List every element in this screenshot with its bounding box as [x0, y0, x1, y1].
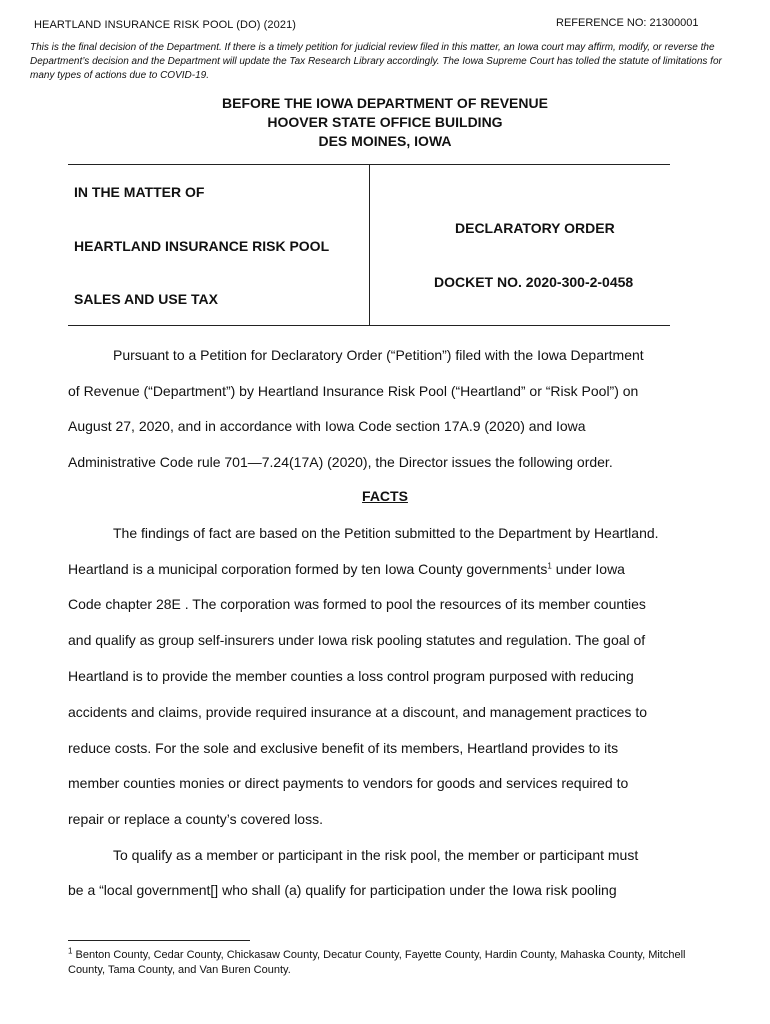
- footnote-text: Benton County, Cedar County, Chickasaw County, Decatur County, Fayette County, Hardin County, Mahaska County, Mitchell County, Tama County, and Van Buren County.: [68, 949, 686, 976]
- facts-line-3: Code chapter 28E . The corporation was formed to pool the resources of its member counties: [68, 596, 646, 612]
- footnote: [68, 948, 708, 978]
- caption-docket: DOCKET NO. 2020-300-2-0458: [434, 274, 634, 290]
- caption-divider: [369, 165, 370, 326]
- agency-line-3: DES MOINES, IOWA: [318, 133, 452, 149]
- agency-line-2: HOOVER STATE OFFICE BUILDING: [267, 114, 503, 130]
- caption-order-type: DECLARATORY ORDER: [455, 220, 615, 236]
- member-line-2: be a “local government[] who shall (a) qualify for participation under the Iowa risk pooling: [68, 882, 617, 898]
- facts-line-8: member counties monies or direct payments to vendors for goods and services required to: [68, 775, 629, 791]
- caption-matter: IN THE MATTER OF: [74, 184, 205, 200]
- facts-line-4: and qualify as group self-insurers under Iowa risk pooling statutes and regulation. The goal of: [68, 632, 646, 648]
- facts-line-2-tail: under Iowa: [551, 561, 625, 577]
- agency-line-1: BEFORE THE IOWA DEPARTMENT OF REVENUE: [222, 95, 548, 111]
- reference-number: REFERENCE NO: 21300001: [556, 17, 699, 29]
- caption-bottom-rule: [68, 325, 670, 326]
- footnote-marker: 1: [68, 946, 73, 956]
- facts-heading: FACTS: [362, 488, 408, 504]
- final-decision-notice: This is the final decision of the Department. If there is a timely petition for judicial review filed in this matter, an Iowa court may affirm, modify, or reverse the Department’s decision and the Department will update the Tax Research Library accordingly. The Iowa Supreme Court has tolled the statute of limitations for many types of actions due to COVID-19.: [30, 42, 722, 81]
- facts-line-2: [68, 560, 625, 578]
- caption-tax: SALES AND USE TAX: [74, 291, 218, 307]
- facts-line-6: accidents and claims, provide required insurance at a discount, and management practices to: [68, 704, 647, 720]
- footnote-rule: [68, 940, 250, 941]
- facts-line-9: repair or replace a county’s covered loss.: [68, 811, 323, 827]
- facts-line-7: reduce costs. For the sole and exclusive benefit of its members, Heartland provides to its: [68, 740, 619, 756]
- intro-line-2: of Revenue (“Department”) by Heartland Insurance Risk Pool (“Heartland” or “Risk Pool”) on: [68, 383, 639, 399]
- facts-line-1: The findings of fact are based on the Petition submitted to the Department by Heartland.: [113, 525, 659, 541]
- intro-line-4: Administrative Code rule 701—7.24(17A) (2020), the Director issues the following order.: [68, 454, 613, 470]
- facts-line-2-text: Heartland is a municipal corporation formed by ten Iowa County governments: [68, 561, 548, 577]
- intro-line-1: Pursuant to a Petition for Declaratory Order (“Petition”) filed with the Iowa Department: [113, 347, 644, 363]
- footnote-ref[interactable]: 1: [547, 561, 552, 571]
- agency-block: [0, 94, 770, 151]
- caption-party: HEARTLAND INSURANCE RISK POOL: [74, 238, 330, 254]
- facts-line-5: Heartland is to provide the member counties a loss control program purposed with reducing: [68, 668, 634, 684]
- document-header-title: HEARTLAND INSURANCE RISK POOL (DO) (2021): [34, 19, 297, 31]
- member-line-1: To qualify as a member or participant in the risk pool, the member or participant must: [113, 847, 639, 863]
- intro-line-3: August 27, 2020, and in accordance with Iowa Code section 17A.9 (2020) and Iowa: [68, 418, 586, 434]
